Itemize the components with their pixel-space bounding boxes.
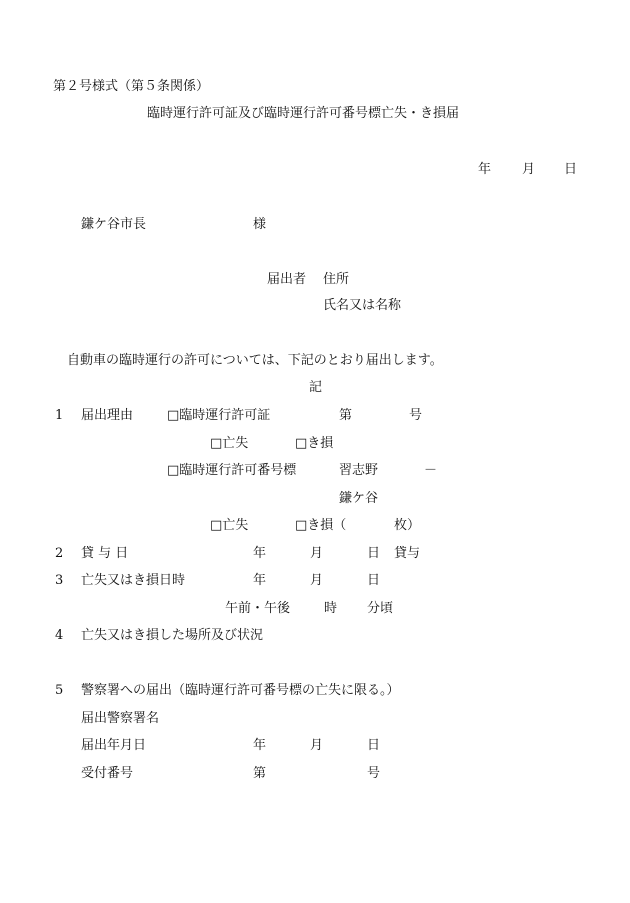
- checkbox-plate[interactable]: □臨時運行許可番号標: [167, 463, 297, 478]
- item3-year: 年: [253, 573, 267, 588]
- item5-day: 日: [367, 738, 381, 753]
- plate-mai-label: 枚）: [394, 518, 421, 533]
- addressee-honorific: 様: [253, 217, 267, 232]
- date-year-label: 年: [478, 162, 492, 177]
- item5-dai: 第: [253, 766, 267, 781]
- item5-month: 月: [310, 738, 324, 753]
- applicant-name-label: 氏名又は名称: [323, 298, 402, 313]
- document-title: 臨時運行許可証及び臨時運行許可番号標亡失・き損届: [147, 106, 460, 121]
- item2-month: 月: [310, 546, 324, 561]
- permit-go-label: 号: [409, 408, 423, 423]
- checkbox-permit[interactable]: □臨時運行許可証: [167, 408, 271, 423]
- item3-label: 亡失又はき損日時: [81, 573, 186, 588]
- item2-day: 日: [367, 546, 381, 561]
- item3-hour: 時: [324, 601, 338, 616]
- item1-number: 1: [55, 408, 64, 423]
- item5-date-label: 届出年月日: [81, 738, 147, 753]
- item2-number: 2: [55, 546, 64, 561]
- plate-narashino-label: 習志野: [339, 463, 379, 478]
- item5-go: 号: [367, 766, 381, 781]
- plate-dash: －: [424, 463, 438, 478]
- item3-number: 3: [55, 573, 64, 588]
- checkbox-plate-lost[interactable]: □亡失: [210, 518, 249, 533]
- applicant-label: 届出者: [267, 272, 307, 287]
- item4-label: 亡失又はき損した場所及び状況: [81, 628, 264, 643]
- ki-heading: 記: [309, 380, 323, 395]
- date-month-label: 月: [522, 162, 536, 177]
- item5-number: 5: [55, 683, 64, 698]
- applicant-address-label: 住所: [323, 272, 350, 287]
- item5-receipt-label: 受付番号: [81, 766, 134, 781]
- item3-minute: 分頃: [367, 601, 394, 616]
- item5-label: 警察署への届出（臨時運行許可番号標の亡失に限る。）: [81, 683, 400, 698]
- item3-day: 日: [367, 573, 381, 588]
- addressee-name: 鎌ケ谷市長: [81, 217, 147, 232]
- item5-station-label: 届出警察署名: [81, 711, 160, 726]
- checkbox-permit-damaged[interactable]: □き損: [295, 436, 334, 451]
- item3-month: 月: [310, 573, 324, 588]
- date-day-label: 日: [564, 162, 578, 177]
- item5-year: 年: [253, 738, 267, 753]
- checkbox-plate-damaged[interactable]: □き損（: [295, 518, 347, 533]
- item1-label: 届出理由: [81, 408, 134, 423]
- plate-kamagaya-label: 鎌ケ谷: [339, 491, 379, 506]
- item4-number: 4: [55, 628, 64, 643]
- item2-suffix: 貸与: [394, 546, 421, 561]
- item2-year: 年: [253, 546, 267, 561]
- intro-text: 自動車の臨時運行の許可については、下記のとおり届出します。: [67, 353, 443, 368]
- form-number: 第２号様式（第５条関係）: [53, 79, 210, 94]
- permit-dai-label: 第: [339, 408, 353, 423]
- item3-ampm: 午前・午後: [225, 601, 291, 616]
- item2-label: 貸 与 日: [81, 546, 129, 561]
- checkbox-permit-lost[interactable]: □亡失: [210, 436, 249, 451]
